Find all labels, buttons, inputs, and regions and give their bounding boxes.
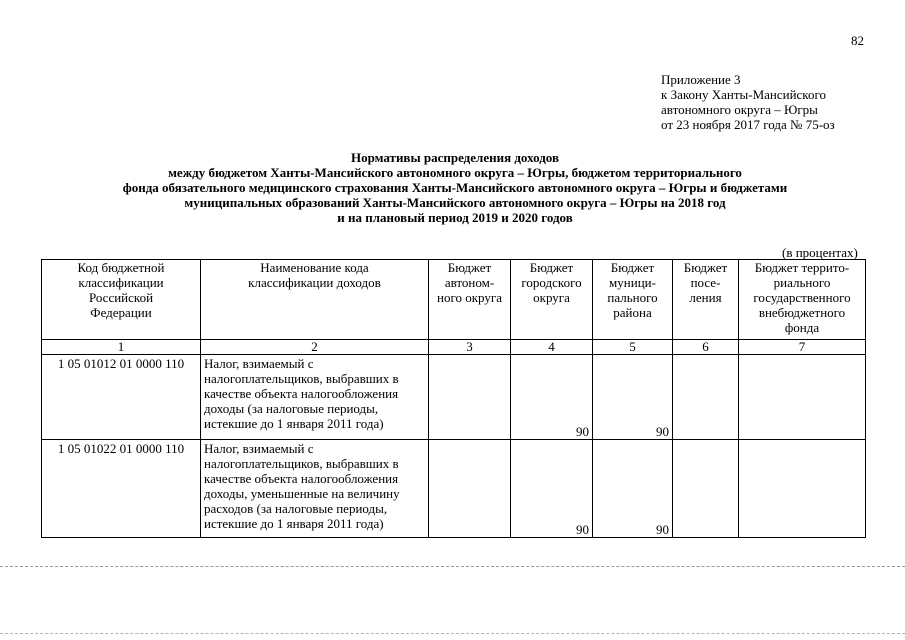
name-line: качестве объекта налогообложения [204, 471, 399, 486]
header-line: пального [607, 290, 658, 305]
column-number: 7 [739, 340, 866, 355]
district-budget-cell: 90 [593, 355, 673, 440]
header-line: Федерации [90, 305, 152, 320]
fund-budget-cell [739, 440, 866, 538]
column-number: 5 [593, 340, 673, 355]
name-line: Налог, взимаемый с [204, 356, 314, 371]
name-line: качестве объекта налогообложения [204, 386, 399, 401]
header-cell-fond [739, 260, 866, 340]
scan-edge-line [0, 633, 905, 634]
header-line: классификации [78, 275, 164, 290]
header-line: муници- [609, 275, 656, 290]
document-title [40, 150, 870, 225]
name-line: доходы, уменьшенные на величину [204, 486, 400, 501]
header-cell-rayon [593, 260, 673, 340]
okrug-budget-cell [429, 355, 511, 440]
column-number-row [42, 340, 866, 355]
revenue-distribution-table [41, 259, 866, 538]
table-row [42, 355, 866, 440]
classification-code-cell: 1 05 01022 01 0000 110 [42, 440, 201, 538]
city-budget-cell: 90 [511, 440, 593, 538]
header-cell-poselenie [673, 260, 739, 340]
header-line: Наименование кода [260, 260, 369, 275]
header-line: ного округа [437, 290, 502, 305]
column-number: 6 [673, 340, 739, 355]
header-cell-name [201, 260, 429, 340]
header-line: Код бюджетной [77, 260, 165, 275]
name-line: доходы (за налоговые периоды, [204, 401, 379, 416]
header-line: округа [533, 290, 570, 305]
appendix-note [661, 72, 835, 132]
revenue-name-cell [201, 355, 429, 440]
header-line: Бюджет [447, 260, 492, 275]
header-cell-code [42, 260, 201, 340]
header-line: классификации доходов [248, 275, 381, 290]
scan-edge-line [0, 566, 905, 567]
column-number: 1 [42, 340, 201, 355]
column-number: 2 [201, 340, 429, 355]
name-line: истекшие до 1 января 2011 года) [204, 416, 384, 431]
fund-budget-cell [739, 355, 866, 440]
table-row [42, 440, 866, 538]
name-line: расходов (за налоговые периоды, [204, 501, 388, 516]
header-cell-okrug [429, 260, 511, 340]
name-line: Налог, взимаемый с [204, 441, 314, 456]
units-note: (в процентах) [782, 245, 858, 260]
header-line: внебюджетного [758, 305, 846, 320]
header-line: посе- [690, 275, 721, 290]
header-line: Бюджет [610, 260, 655, 275]
appendix-line: от 23 ноября 2017 года № 75-оз [661, 117, 835, 132]
header-cell-gorod [511, 260, 593, 340]
header-line: фонда [784, 320, 820, 335]
appendix-line: автономного округа – Югры [661, 102, 818, 117]
settlement-budget-cell [673, 440, 739, 538]
appendix-line: Приложение 3 [661, 72, 741, 87]
title-line: муниципальных образований Ханты-Мансийского автономного округа – Югры на 2018 год [184, 195, 726, 210]
name-line: истекшие до 1 января 2011 года) [204, 516, 384, 531]
header-line: Бюджет [683, 260, 728, 275]
header-line: Бюджет террито- [754, 260, 850, 275]
title-line: Нормативы распределения доходов [350, 150, 560, 165]
title-line: и на плановый период 2019 и 2020 годов [337, 210, 573, 225]
header-line: Бюджет [529, 260, 574, 275]
okrug-budget-cell [429, 440, 511, 538]
name-line: налогоплательщиков, выбравших в [204, 456, 399, 471]
header-line: района [613, 305, 652, 320]
city-budget-cell: 90 [511, 355, 593, 440]
header-line: автоном- [444, 275, 495, 290]
classification-code-cell: 1 05 01012 01 0000 110 [42, 355, 201, 440]
district-budget-cell: 90 [593, 440, 673, 538]
column-number: 4 [511, 340, 593, 355]
column-number: 3 [429, 340, 511, 355]
name-line: налогоплательщиков, выбравших в [204, 371, 399, 386]
header-line: городского [521, 275, 582, 290]
header-line: ления [689, 290, 722, 305]
header-line: риального [773, 275, 831, 290]
revenue-name-cell [201, 440, 429, 538]
header-line: Российской [88, 290, 154, 305]
settlement-budget-cell [673, 355, 739, 440]
header-line: государственного [753, 290, 851, 305]
page-number: 82 [851, 33, 864, 48]
title-line: между бюджетом Ханты-Мансийского автономного округа – Югры, бюджетом территориального [168, 165, 742, 180]
title-line: фонда обязательного медицинского страхования Ханты-Мансийского автономного округа – Югры и бюджетами [122, 180, 788, 195]
appendix-line: к Закону Ханты-Мансийского [661, 87, 826, 102]
header-row [42, 260, 866, 340]
